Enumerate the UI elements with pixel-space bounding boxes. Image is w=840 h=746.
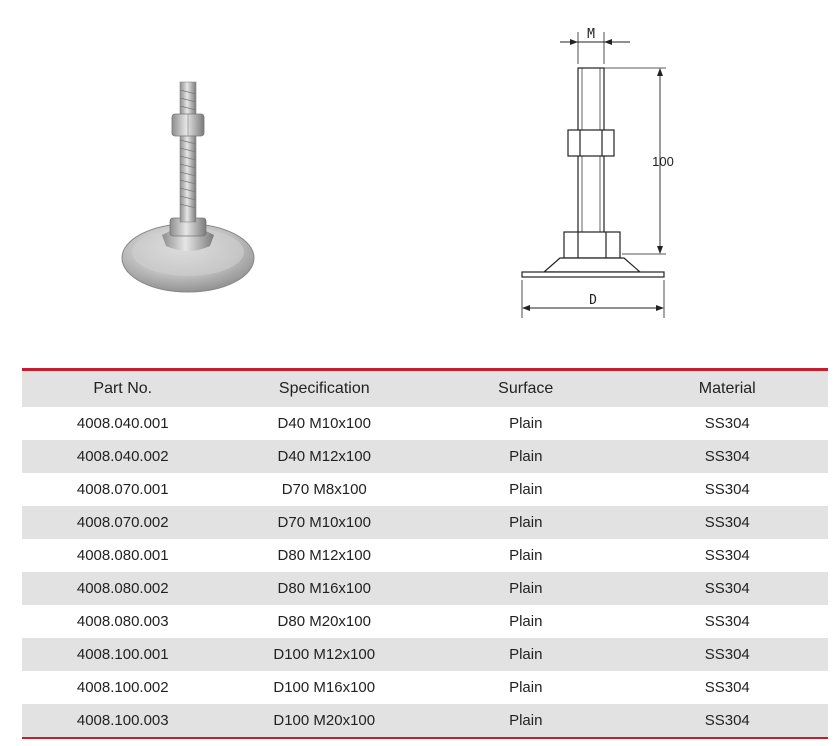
cell-part-no: 4008.100.003 [22,704,224,738]
cell-surface: Plain [509,580,543,597]
height-dimension-label: 100 [652,154,674,169]
cell-surface: Plain [509,646,543,663]
cell-specification: D80 M12x100 [277,547,371,564]
cell-surface: Plain [509,547,543,564]
table-row [22,473,828,506]
header-material: Material [627,370,829,408]
table-row [22,539,828,572]
cell-specification: D80 M20x100 [277,613,371,630]
cell-specification: D80 M16x100 [277,580,371,597]
table-row [22,407,828,440]
cell-material: SS304 [704,613,750,630]
cell-part-no: 4008.080.003 [76,613,169,630]
cell-surface: Plain [509,613,543,630]
header-part-no: Part No. [22,370,224,408]
cell-specification: D40 M12x100 [277,448,371,465]
table-row [22,605,828,638]
cell-surface: Plain [509,481,543,498]
cell-part-no: 4008.070.002 [76,514,169,531]
cell-material: SS304 [704,580,750,597]
table-row [22,440,828,473]
cell-material: SS304 [627,704,829,738]
cell-specification: D70 M8x100 [281,481,367,498]
cell-material: SS304 [704,448,750,465]
cell-part-no: 4008.080.002 [76,580,169,597]
cell-surface: Plain [509,679,543,696]
cell-material: SS304 [704,646,750,663]
thread-dimension-label: M [587,27,595,42]
table-header-row [22,370,828,408]
technical-drawing [500,18,700,328]
cell-specification: D40 M10x100 [277,415,371,432]
spec-table [22,368,828,739]
cell-surface: Plain [509,415,543,432]
cell-part-no: 4008.080.001 [76,547,169,564]
table-row [22,506,828,539]
table-row [22,704,828,738]
diameter-dimension-label: D [589,293,597,308]
cell-specification: D100 M20x100 [224,704,426,738]
cell-surface: Plain [425,704,627,738]
header-surface: Surface [425,370,627,408]
header-specification: Specification [224,370,426,408]
cell-specification: D70 M10x100 [277,514,371,531]
cell-part-no: 4008.040.002 [76,448,169,465]
cell-material: SS304 [704,514,750,531]
cell-surface: Plain [509,514,543,531]
cell-part-no: 4008.100.002 [76,679,169,696]
cell-part-no: 4008.070.001 [76,481,169,498]
cell-surface: Plain [509,448,543,465]
cell-specification: D100 M16x100 [273,679,376,696]
cell-material: SS304 [704,415,750,432]
table-row [22,671,828,704]
cell-material: SS304 [704,679,750,696]
cell-material: SS304 [704,547,750,564]
leveling-foot-photo [100,70,300,310]
cell-material: SS304 [704,481,750,498]
table-row [22,572,828,605]
table-row [22,638,828,671]
cell-part-no: 4008.100.001 [76,646,169,663]
cell-part-no: 4008.040.001 [76,415,169,432]
cell-specification: D100 M12x100 [273,646,376,663]
